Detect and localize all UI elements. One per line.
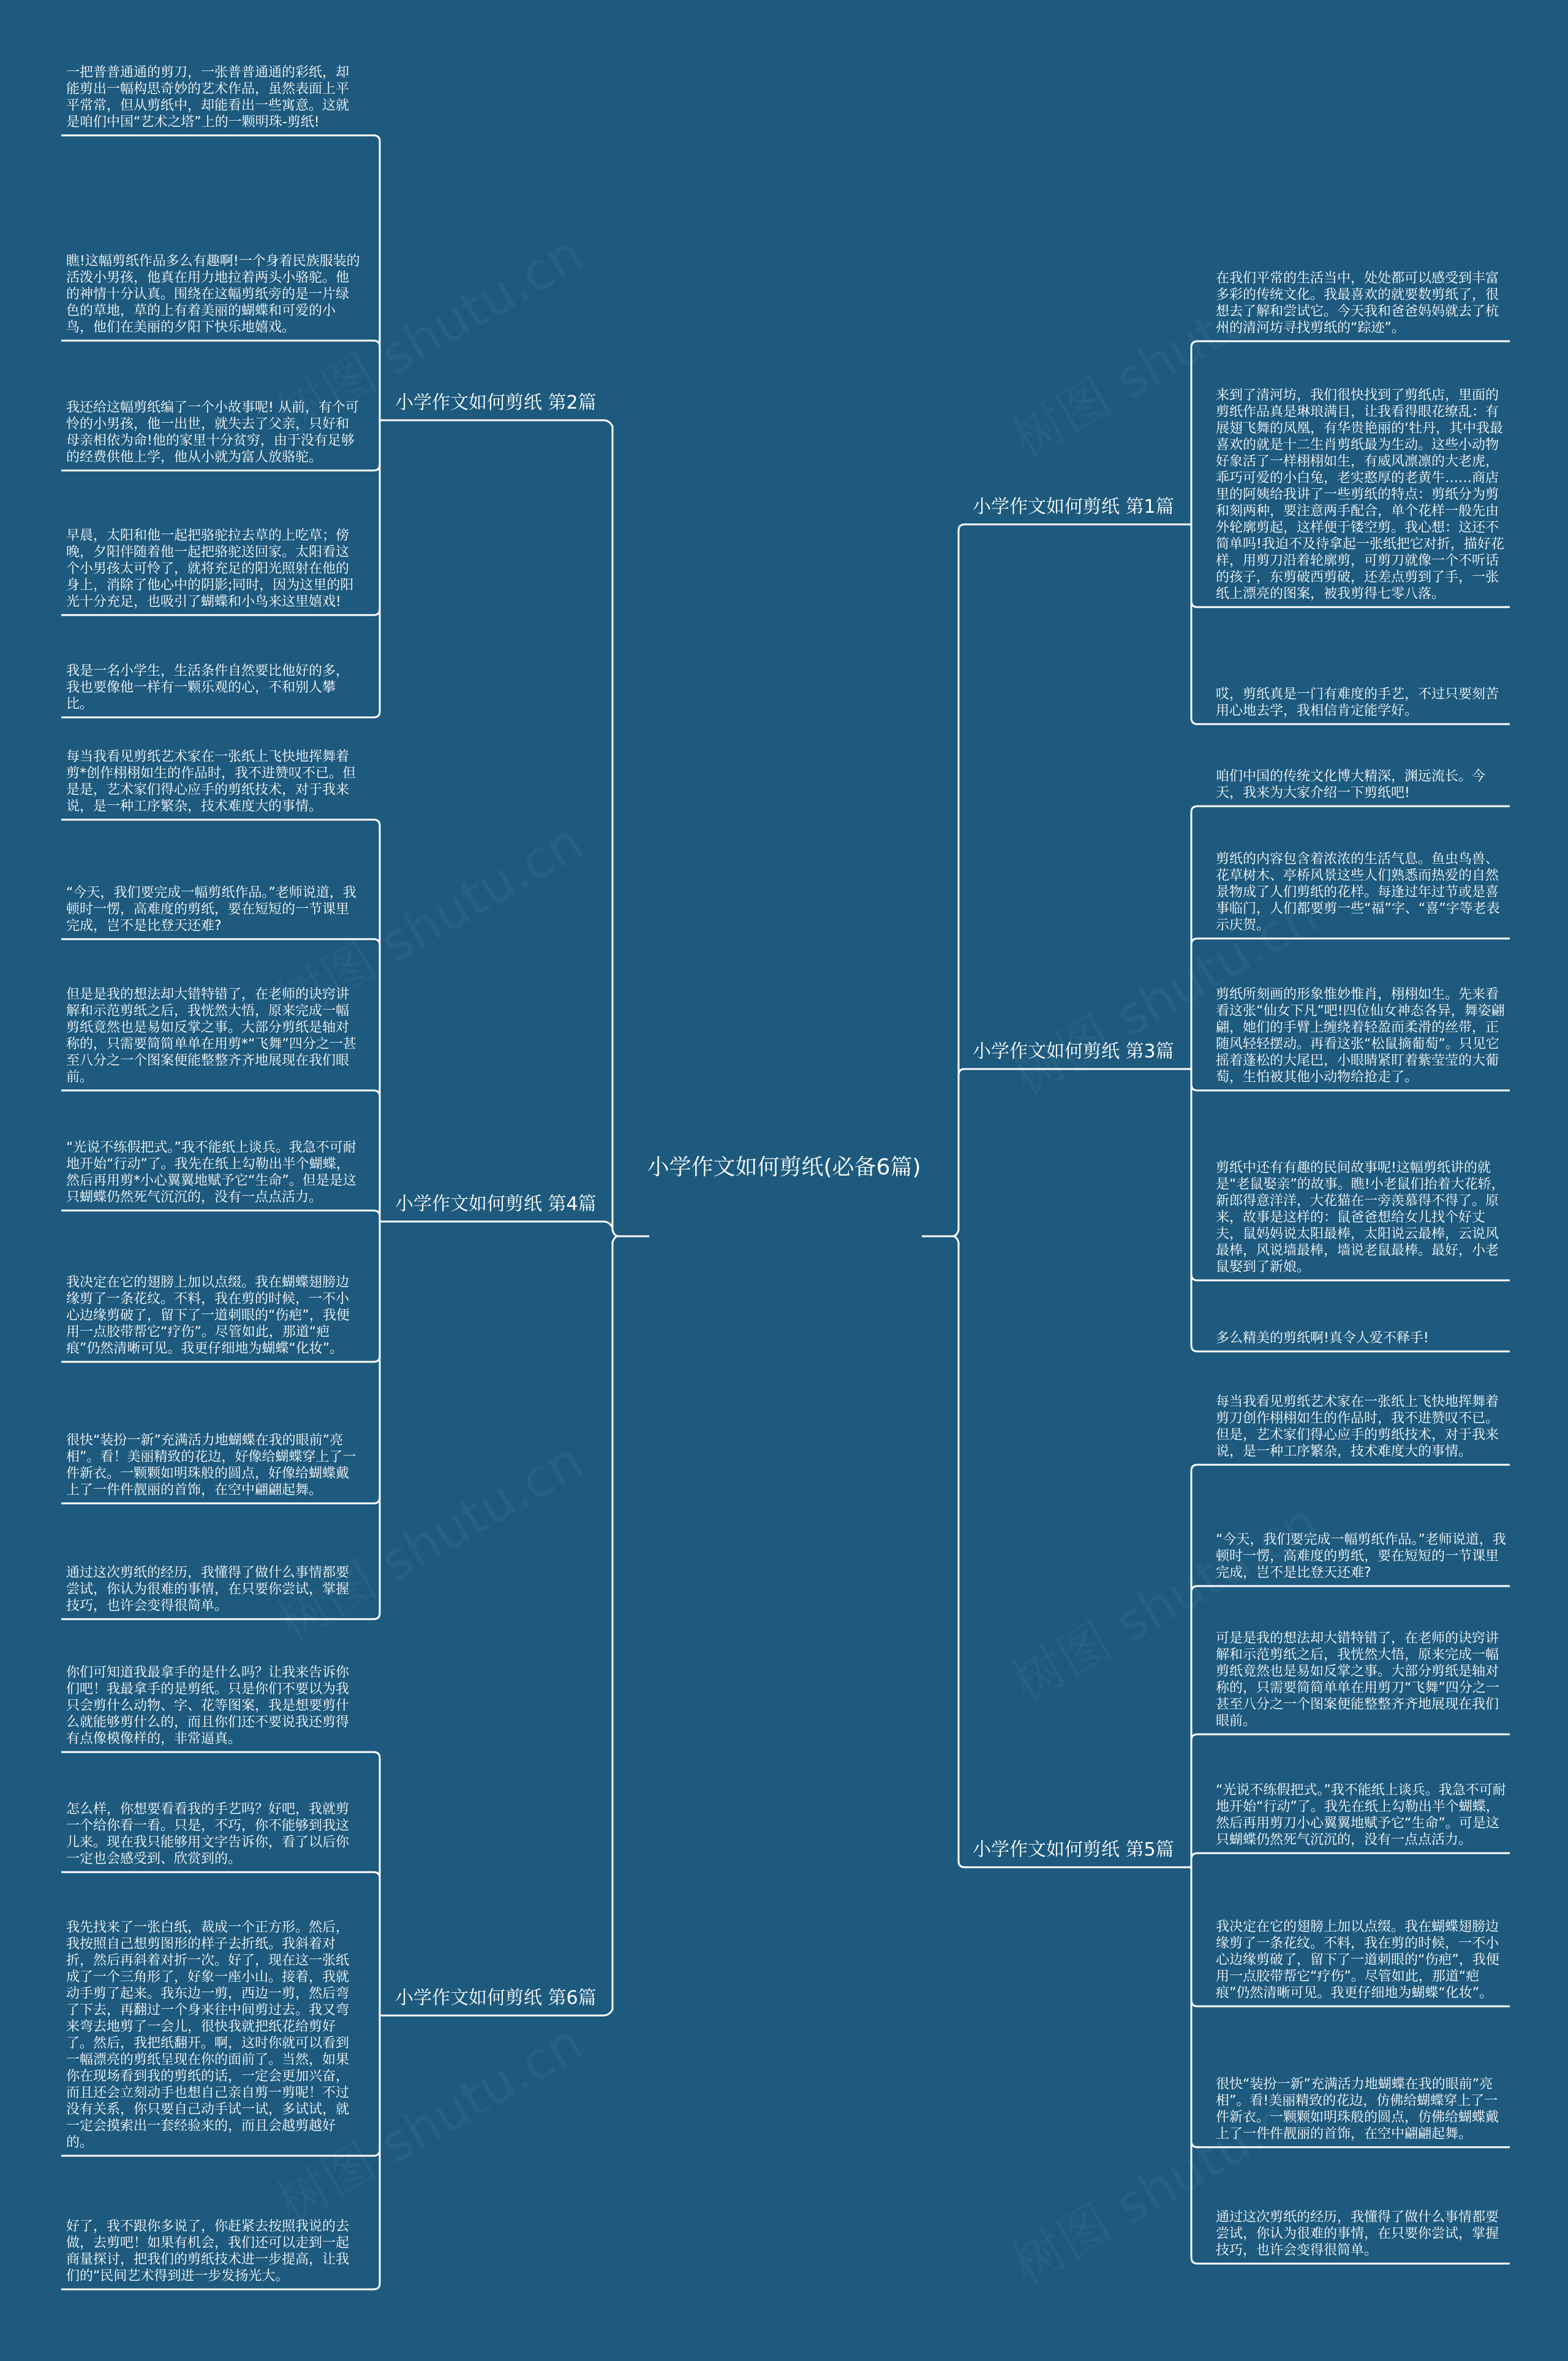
leaf-text: 一把普普通通的剪刀，一张普普通通的彩纸，却能剪出一幅构思奇妙的艺术作品，虽然表面上平平常常，但从剪纸中，却能看出一些寓意。这就是咱们中国“艺术之塔”上的一颗明珠-剪纸! bbox=[66, 65, 350, 130]
leaf-text: 每当我看见剪纸艺术家在一张纸上飞快地挥舞着剪*创作栩栩如生的作品时，我不进赞叹不已。但是是，艺术家们得心应手的剪纸技术，对于我来说，是一种工序繁杂，技术难度大的事情。 bbox=[66, 749, 356, 814]
leaf-connector bbox=[1191, 341, 1510, 347]
leaf-text: 怎么样，你想要看看我的手艺吗？好吧，我就剪一个给你看一看。只是，不巧，你不能够到我这儿来。现在我只能够用文字告诉你，看了以后你一定也会感受到、欣赏到的。 bbox=[66, 1802, 350, 1867]
leaf-spine bbox=[380, 826, 386, 1613]
leaf-text: 可是是我的想法却大错特错了，在老师的诀窍讲解和示范剪纸之后，我恍然大悟，原来完成一幅剪纸竟然也是易如反掌之事。大部分剪纸是轴对称的，只需要简简单单在用剪刀“飞舞”四分之一甚至八分之一个图案便能整整齐齐地展现在我们眼前。 bbox=[1216, 1631, 1499, 1729]
branch-connector bbox=[386, 420, 649, 1236]
center-topic: 小学作文如何剪纸(必备6篇) bbox=[647, 1155, 921, 1180]
leaf-spine bbox=[1182, 347, 1191, 718]
leaf-text: 早晨，太阳和他一起把骆驼拉去草的上吃草；傍晚，夕阳伴随着他一起把骆驼送回家。太阳看这个小男孩太可怜了，就将充足的阳光照射在他的身上，消除了他心中的阴影;同时，因为这里的阳光十分充足，也吸引了蝴蝶和小鸟来这里嬉戏! bbox=[66, 528, 354, 610]
leaf-text: 很快“装扮一新”充满活力地蝴蝶在我的眼前”亮相”。看!美丽精致的花边，仿佛给蝴蝶穿上了一件新衣。一颗颗如明珠般的圆点，仿佛给蝴蝶戴上了一件件靓丽的首饰，在空中翩翩起舞。 bbox=[1216, 2077, 1499, 2142]
leaf-text: 剪纸中还有有趣的民间故事呢!这幅剪纸讲的就是“老鼠娶亲”的故事。瞧!小老鼠们抬着大花轿，新郎得意洋洋，大花猫在一旁羡慕得不得了。原来，故事是这样的：鼠爸爸想给女儿找个好丈夫，鼠妈妈说太阳最棒，太阳说云最棒，云说风最棒，风说墙最棒，墙说老鼠最棒。最好，小老鼠娶到了新娘。 bbox=[1216, 1160, 1505, 1275]
leaf-text: 咱们中国的传统文化博大精深，渊远流长。今天，我来为大家介绍一下剪纸吧! bbox=[1216, 769, 1486, 801]
leaf-text: 我决定在它的翅膀上加以点缀。我在蝴蝶翅膀边缘剪了一条花纹。不料，我在剪的时候，一不小心边缘剪破了，留下了一道刺眼的“伤疤”，我便用一点胶带帮它“疗伤”。尽管如此，那道“疤痕”仍然清晰可见。我更仔细地为蝴蝶“化妆”。 bbox=[66, 1275, 350, 1356]
branch-connector bbox=[922, 1236, 965, 1867]
leaf-text: 来到了清河坊，我们很快找到了剪纸店，里面的剪纸作品真是琳琅满目，让我看得眼花缭乱：有展翅飞舞的凤凰，有华贵艳丽的‘牡丹，其中我最喜欢的就是十二生肖剪纸最为生动。这些小动物好象活了一样栩栩如生，有威风凛凛的大老虎，乖巧可爱的小白兔，老实憨厚的老黄牛……商店里的阿姨给我讲了一些剪纸的特点：剪纸分为剪和刻两种，要注意两手配合，单个花样一般先由外轮廓剪起，这样便于镂空剪。我心想：这还不简单吗!我迫不及待拿起一张纸把它对折，描好花样，用剪刀沿着轮廓剪，可剪刀就像一个不听话的孩子，东剪破西剪破，还差点剪到了手，一张纸上漂亮的图案，被我剪得七零八落。 bbox=[1216, 388, 1504, 602]
branch-title: 小学作文如何剪纸 第2篇 bbox=[395, 392, 597, 414]
leaf-text: 我先找来了一张白纸，裁成一个正方形。然后，我按照自己想剪图形的样子去折纸。我斜着对折，然后再斜着对折一次。好了，现在这一张纸成了一个三角形了，好象一座小山。接着，我就动手剪了起来。我东边一剪，西边一剪，然后弯了下去，再翻过一个身来往中间剪过去。我又弯来弯去地剪了一会儿，很快我就把纸花给剪好了。然后，我把纸翻开。啊，这时你就可以看到一幅漂亮的剪纸呈现在你的面前了。当然，如果你在现场看到我的剪纸的话，一定会更加兴奋，而且还会立刻动手也想自己亲自剪一剪呢！不过没有关系，你只要自己动手试一试，多试试，就一定会摸索出一套经验来的，而且会越剪越好的。 bbox=[66, 1920, 350, 2150]
branch-title: 小学作文如何剪纸 第1篇 bbox=[973, 496, 1174, 518]
branch-connector bbox=[922, 1069, 965, 1236]
leaf-text: 在我们平常的生活当中，处处都可以感受到丰富多彩的传统文化。我最喜欢的就要数剪纸了，很想去了解和尝试它。今天我和爸爸妈妈就去了杭州的清河坊寻找剪纸的“踪迹”。 bbox=[1216, 271, 1499, 336]
leaf-text: 剪纸所刻画的形象惟妙惟肖，栩栩如生。先来看看这张“仙女下凡”吧!四位仙女神态各异，舞姿翩翩，她们的手臂上缠绕着轻盈而柔滑的丝带，正随风轻轻摆动。再看这张“松鼠摘葡萄”。只见它摇着蓬松的大尾巴，小眼睛紧盯着紫莹莹的大葡萄，生怕被其他小动物给抢走了。 bbox=[1216, 987, 1505, 1085]
leaf-connector bbox=[61, 1090, 380, 1097]
leaf-text: 我决定在它的翅膀上加以点缀。我在蝴蝶翅膀边缘剪了一条花纹。不料，我在剪的时候，一不小心边缘剪破了，留下了一道刺眼的“伤疤”，我便用一点胶带帮它“疗伤”。尽管如此，那道“疤痕”仍然清晰可见。我更仔细地为蝴蝶“化妆”。 bbox=[1216, 1919, 1499, 2001]
leaf-connector bbox=[1191, 1465, 1510, 1471]
leaf-text: “今天，我们要完成一幅剪纸作品。”老师说道，我顿时一愣，高难度的剪纸，要在短短的一节课里完成，岂不是比登天还难? bbox=[66, 885, 356, 934]
leaf-connector bbox=[61, 939, 380, 945]
leaf-connector bbox=[1191, 806, 1510, 812]
leaf-text: 通过这次剪纸的经历，我懂得了做什么事情都要尝试，你认为很难的事情，在只要你尝试，掌握技巧，也许会变得很简单。 bbox=[66, 1565, 350, 1614]
leaf-text: 哎，剪纸真是一门有难度的手艺，不过只要刻苦用心地去学，我相信肯定能学好。 bbox=[1216, 687, 1499, 719]
leaf-connector bbox=[61, 1752, 380, 1758]
branch-connector bbox=[386, 1222, 649, 1236]
leaf-spine bbox=[1182, 1471, 1191, 2257]
branch-title: 小学作文如何剪纸 第4篇 bbox=[395, 1193, 597, 1215]
leaf-spine bbox=[1182, 812, 1191, 1345]
leaf-text: “光说不练假把式。”我不能纸上谈兵。我急不可耐地开始“行动”了。我先在纸上勾勒出半个蝴蝶，然后再用剪*小心翼翼地赋予它“生命”。但是是这只蝴蝶仍然死气沉沉的，没有一点点活力。 bbox=[66, 1140, 356, 1205]
leaf-text: 瞧!这幅剪纸作品多么有趣啊!一个身着民族服装的活泼小男孩，他真在用力地拉着两头小骆驼。他的神情十分认真。围绕在这幅剪纸旁的是一片绿色的草地，草的上有着美丽的蝴蝶和可爱的小鸟，他们在美丽的夕阳下快乐地嬉戏。 bbox=[66, 254, 360, 335]
leaf-connector bbox=[61, 1872, 380, 1878]
leaf-connector bbox=[1191, 1853, 1510, 1859]
branch-title: 小学作文如何剪纸 第5篇 bbox=[973, 1839, 1174, 1860]
leaf-text: 我还给这幅剪纸编了一个小故事呢! 从前，有个可怜的小男孩，他一出世，就失去了父亲，只好和母亲相依为命!他的家里十分贫穷，由于没有足够的经费供他上学，他从小就为富人放骆驼。 bbox=[66, 400, 359, 465]
branch-title: 小学作文如何剪纸 第6篇 bbox=[395, 1987, 597, 2009]
leaf-connector bbox=[1191, 1586, 1510, 1592]
leaf-text: 我是一名小学生，生活条件自然要比他好的多，我也要像他一样有一颗乐观的心，不和别人攀比。 bbox=[66, 663, 350, 712]
leaf-text: 很快“装扮一新”充满活力地蝴蝶在我的眼前”亮相”。看！美丽精致的花边，好像给蝴蝶穿上了一件新衣。一颗颗如明珠般的圆点，好像给蝴蝶戴上了一件件靓丽的首饰，在空中翩翩起舞。 bbox=[66, 1433, 356, 1498]
leaf-connector bbox=[61, 1211, 380, 1217]
leaf-text: “今天，我们要完成一幅剪纸作品。”老师说道，我顿时一愣，高难度的剪纸，要在短短的一节课里完成，岂不是比登天还难? bbox=[1216, 1532, 1506, 1581]
branch-connector bbox=[386, 1236, 649, 2015]
leaf-connector bbox=[61, 820, 380, 826]
leaf-connector bbox=[61, 135, 380, 142]
leaf-text: 每当我看见剪纸艺术家在一张纸上飞快地挥舞着剪刀创作栩栩如生的作品时，我不进赞叹不已。但是，艺术家们得心应手的剪纸技术，对于我来说，是一种工序繁杂，技术难度大的事情。 bbox=[1216, 1394, 1499, 1459]
branch-title: 小学作文如何剪纸 第3篇 bbox=[973, 1041, 1174, 1062]
leaf-text: 但是是我的想法却大错特错了，在老师的诀窍讲解和示范剪纸之后，我恍然大悟，原来完成一幅剪纸竟然也是易如反掌之事。大部分剪纸是轴对称的，只需要简简单单在用剪*“飞舞”四分之一甚至八分之一个图案便能整整齐齐地展现在我们眼前。 bbox=[66, 987, 356, 1085]
leaf-connector bbox=[61, 341, 380, 347]
leaf-connector bbox=[1191, 1734, 1510, 1740]
leaf-text: 剪纸的内容包含着浓浓的生活气息。鱼虫鸟兽、花草树木、亭桥风景这些人们熟悉而热爱的自然景物成了人们剪纸的花样。每逢过年过节或是喜事临门，人们都要剪一些“福”字、“喜”字等老表示庆贺。 bbox=[1216, 852, 1500, 933]
leaf-text: 多么精美的剪纸啊!真令人爱不释手! bbox=[1216, 1331, 1429, 1346]
leaf-text: “光说不练假把式。”我不能纸上谈兵。我急不可耐地开始“行动”了。我先在纸上勾勒出半个蝴蝶，然后再用剪刀小心翼翼地赋予它“生命”。可是这只蝴蝶仍然死气沉沉的，没有一点点活力。 bbox=[1216, 1783, 1506, 1848]
leaf-spine bbox=[380, 1758, 386, 2283]
leaf-text: 好了，我不跟你多说了，你赶紧去按照我说的去做，去剪吧！如果有机会，我们还可以走到一起商量探讨，把我们的剪纸技术进一步提高，让我们的“民间艺术得到进一步发扬光大。 bbox=[66, 2219, 350, 2284]
leaf-spine bbox=[380, 142, 386, 711]
leaf-text: 通过这次剪纸的经历，我懂得了做什么事情都要尝试，你认为很难的事情，在只要你尝试，掌握技巧，也许会变得很简单。 bbox=[1216, 2210, 1499, 2258]
leaf-text: 你们可知道我最拿手的是什么吗？让我来告诉你们吧！我最拿手的是剪纸。只是你们不要以为我只会剪什么动物、字、花等图案，我是想要剪什么就能够剪什么的，而且你们还不要说我还剪得有点像模像样的，非常逼真。 bbox=[66, 1665, 350, 1747]
leaf-connector bbox=[1191, 939, 1510, 945]
